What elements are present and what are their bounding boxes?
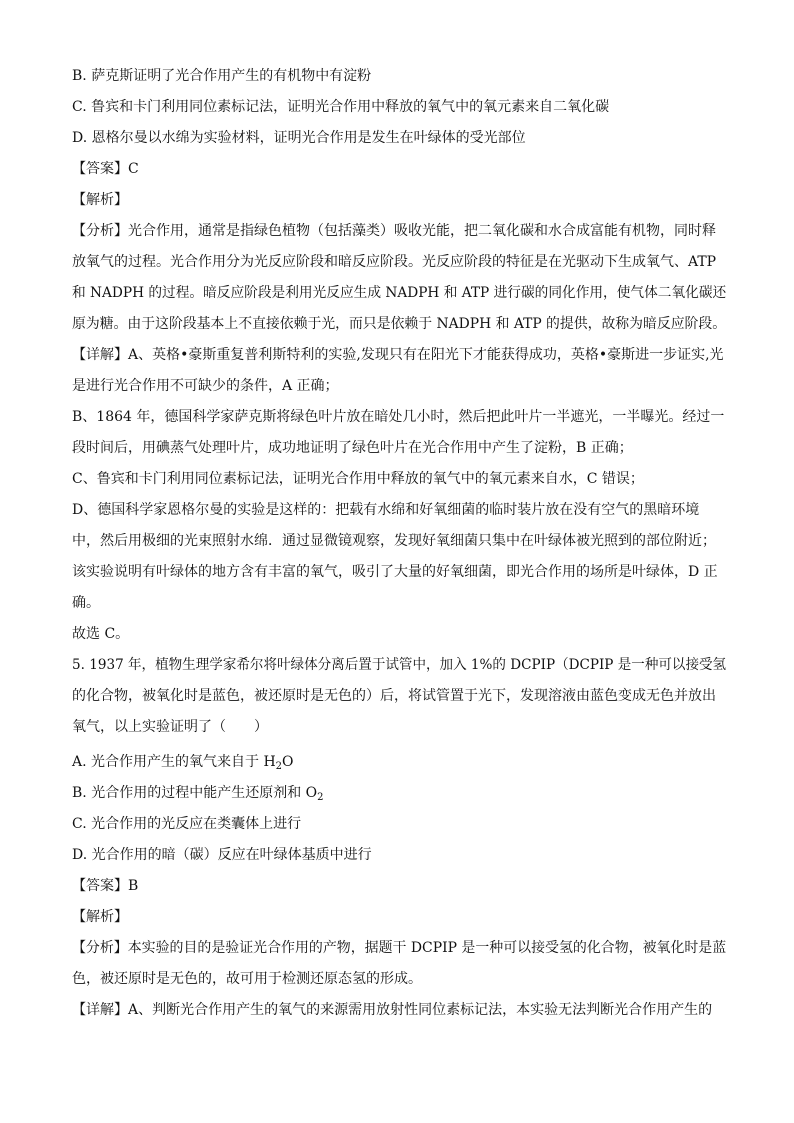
q4-xiangjie-line: C、鲁宾和卡门利用同位素标记法，证明光合作用中释放的氧气中的氧元素来自水，C 错误； xyxy=(72,471,644,487)
q4-xiangjie-line: 中，然后用极细的光束照射水绵．通过显微镜观察，发现好氧细菌只集中在叶绿体被光照到的部位附近； xyxy=(72,533,716,549)
q5-stem-line: 氧气，以上实验证明了（ ） xyxy=(72,719,268,735)
q4-xiangjie-line: 确。 xyxy=(72,595,100,611)
q4-xiangjie-line: D、德国科学家恩格尔曼的实验是这样的：把载有水绵和好氧细菌的临时装片放在没有空气的黑暗环境 xyxy=(72,502,700,518)
q4-xiangjie-line: 段时间后，用碘蒸气处理叶片，成功地证明了绿色叶片在光合作用中产生了淀粉，B 正确； xyxy=(72,440,633,456)
q4-option-c: C. 鲁宾和卡门利用同位素标记法，证明光合作用中释放的氧气中的氧元素来自二氧化碳 xyxy=(72,99,610,115)
q4-xiangjie-line: 该实验说明有叶绿体的地方含有丰富的氧气，吸引了大量的好氧细菌，即光合作用的场所是叶绿体，D 正 xyxy=(72,564,718,580)
q4-conclusion: 故选 C。 xyxy=(72,626,130,642)
q4-answer: 【答案】C xyxy=(72,161,139,177)
q4-xiangjie-line: 是进行光合作用不可缺少的条件，A 正确； xyxy=(72,378,339,394)
q5-option-a-subscript: 2 xyxy=(275,761,283,772)
q5-fenxi-line: 色，被还原时是无色的，故可用于检测还原态氢的形成。 xyxy=(72,971,422,987)
q4-fenxi-line: 和 NADPH 的过程。暗反应阶段是利用光反应生成 NADPH 和 ATP 进行碳的同化作用，使气体二氧化碳还 xyxy=(72,285,727,301)
q4-option-d: D. 恩格尔曼以水绵为实验材料，证明光合作用是发生在叶绿体的受光部位 xyxy=(72,130,526,146)
q5-option-a xyxy=(72,752,294,777)
q5-stem-line: 的化合物，被氧化时是蓝色，被还原时是无色的）后，将试管置于光下，发现溶液由蓝色变成无色并放出 xyxy=(72,688,716,704)
q5-stem-line: 5. 1937 年，植物生理学家希尔将叶绿体分离后置于试管中，加入 1%的 DCPIP（DCPIP 是一种可以接受氢 xyxy=(72,657,727,673)
q5-xiangjie-line: 【详解】A、判断光合作用产生的氧气的来源需用放射性同位素标记法，本实验无法判断光合作用产生的 xyxy=(72,1002,713,1018)
q4-xiangjie-line: B、1864 年，德国科学家萨克斯将绿色叶片放在暗处几小时，然后把此叶片一半遮光，一半曝光。经过一 xyxy=(72,409,725,425)
q4-option-b: B. 萨克斯证明了光合作用产生的有机物中有淀粉 xyxy=(72,68,372,84)
q5-option-b-text: B. 光合作用的过程中能产生还原剂和 O xyxy=(72,785,318,801)
q5-option-a-tail: O xyxy=(282,754,294,770)
q5-option-b-subscript: 2 xyxy=(317,792,324,803)
q5-option-a-text: A. 光合作用产生的氧气来自于 H xyxy=(72,754,276,770)
q5-analysis-label: 【解析】 xyxy=(72,909,128,925)
q4-analysis-label: 【解析】 xyxy=(72,192,128,208)
q4-fenxi-line: 原为糖。由于这阶段基本上不直接依赖于光，而只是依赖于 NADPH 和 ATP 的提供，故称为暗反应阶段。 xyxy=(72,316,727,332)
q5-option-d: D. 光合作用的暗（碳）反应在叶绿体基质中进行 xyxy=(72,847,372,863)
q5-option-c: C. 光合作用的光反应在类囊体上进行 xyxy=(72,816,302,832)
q5-option-b xyxy=(72,783,324,808)
q4-xiangjie-line: 【详解】A、英格•豪斯重复普利斯特利的实验,发现只有在阳光下才能获得成功，英格•豪斯进一步证实,光 xyxy=(72,347,724,363)
q5-answer: 【答案】B xyxy=(72,878,139,894)
q5-fenxi-line: 【分析】本实验的目的是验证光合作用的产物，据题干 DCPIP 是一种可以接受氢的化合物，被氧化时是蓝 xyxy=(72,940,727,956)
q4-fenxi-line: 【分析】光合作用，通常是指绿色植物（包括藻类）吸收光能，把二氧化碳和水合成富能有机物，同时释 xyxy=(72,223,716,239)
q4-fenxi-line: 放氧气的过程。光合作用分为光反应阶段和暗反应阶段。光反应阶段的特征是在光驱动下生成氧气、ATP xyxy=(72,254,717,270)
